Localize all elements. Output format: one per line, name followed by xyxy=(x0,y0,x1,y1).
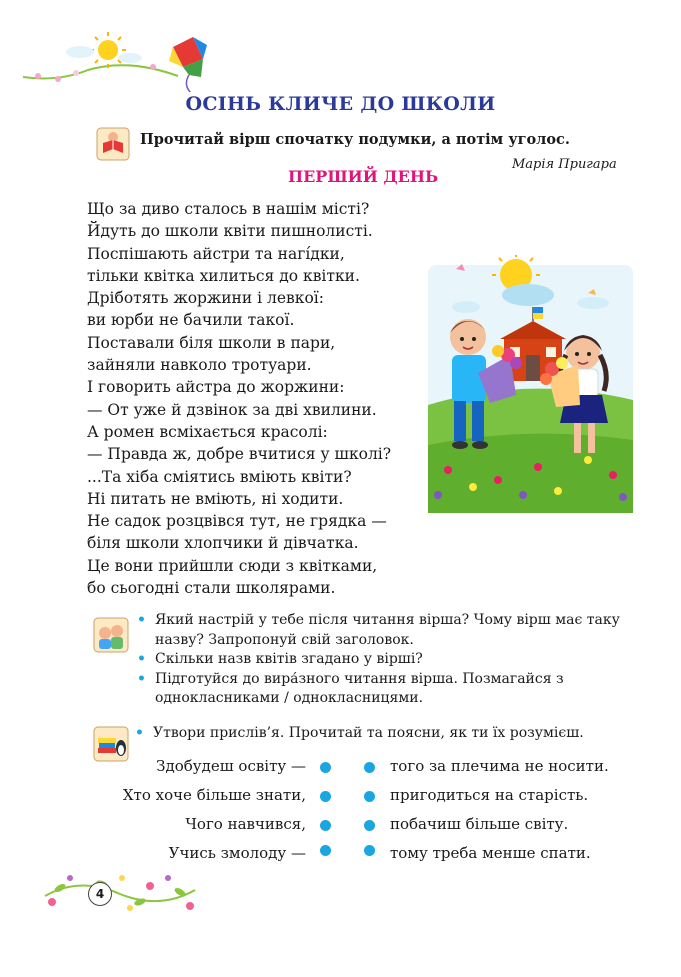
bullet-icon: • xyxy=(135,725,144,741)
proverb-start: Хто хоче більше знати, xyxy=(122,786,306,804)
poem-line: Йдуть до школи квіти пишнолисті. xyxy=(87,222,373,241)
page-number: 4 xyxy=(88,882,112,906)
poem-title: ПЕРШИЙ ДЕНЬ xyxy=(288,167,439,186)
poem-line: — От уже й дзвінок за дві хвилини. xyxy=(87,400,377,419)
discussion-icon xyxy=(93,617,129,653)
poem-line: Поспішають айстри та нагі́дки, xyxy=(87,244,345,263)
bullet-icon: • xyxy=(137,612,146,628)
poem-line: бо сьогодні стали школярами. xyxy=(87,579,336,598)
poem-line: — Правда ж, добре вчитися у школі? xyxy=(87,445,392,464)
question-item: • Який настрій у тебе після читання вірша? Чому вірш має таку назву? Запропонуй свій заголовок. xyxy=(137,612,620,648)
proverb-start: Здобудеш освіту — xyxy=(156,757,306,775)
proverb-start: Чого навчився, xyxy=(185,815,306,833)
bullet-icon: • xyxy=(137,670,146,687)
proverb-task xyxy=(135,725,655,741)
poem-line: Це вони прийшли сюди з квітками, xyxy=(87,556,378,575)
match-dot-left[interactable] xyxy=(320,820,331,831)
poem-line: біля школи хлопчики й дівчатка. xyxy=(87,534,359,553)
questions-list xyxy=(135,611,635,709)
match-dot-left[interactable] xyxy=(320,762,331,773)
match-dot-right[interactable] xyxy=(364,820,375,831)
poem-line: Що за диво сталось в нашім місті? xyxy=(87,200,370,218)
poem-line: А ромен всміхається красолі: xyxy=(87,422,328,441)
proverb-end: того за плечима не носити. xyxy=(390,757,609,775)
match-dot-right[interactable] xyxy=(364,762,375,773)
question-item: • Підготуйся до вира́зного читання вірша. Позмагайся з однокласниками / однокласницями. xyxy=(137,670,564,706)
poem-author: Марія Пригара xyxy=(512,157,617,172)
poem-line: Поставали біля школи в пари, xyxy=(87,333,336,352)
sun-kite-decoration xyxy=(18,32,208,92)
flower-border-decoration xyxy=(40,866,200,916)
children-school-illustration xyxy=(428,255,633,513)
reading-instruction: Прочитай вірш спочатку подумки, а потім уголос. xyxy=(140,131,570,148)
match-dot-right[interactable] xyxy=(364,791,375,802)
proverb-task-text: Утвори прислів’я. Прочитай та поясни, як ти їх розумієш. xyxy=(152,725,584,741)
poem-line: зайняли навколо тротуари. xyxy=(87,356,312,375)
page-title: ОСІНЬ КЛИЧЕ ДО ШКОЛИ xyxy=(185,93,496,115)
poem-line: І говорить айстра до жоржини: xyxy=(87,378,345,397)
question-item: • Скільки назв квітів згадано у вірші? xyxy=(135,650,635,670)
books-penguin-icon xyxy=(93,726,129,762)
bullet-icon: • xyxy=(137,651,146,667)
match-dot-left[interactable] xyxy=(320,845,331,856)
proverb-start: Учись змолоду — xyxy=(168,844,306,862)
match-dot-left[interactable] xyxy=(320,791,331,802)
proverb-end: пригодиться на старість. xyxy=(390,786,589,804)
match-dot-right[interactable] xyxy=(364,845,375,856)
poem-line: ...Та хіба сміятись вміють квіти? xyxy=(87,467,352,486)
poem-line: тільки квітка хилиться до квітки. xyxy=(87,266,360,285)
poem-line: Не садок розцвівся тут, не грядка — xyxy=(87,512,387,531)
poem-text xyxy=(87,198,391,599)
reading-book-icon xyxy=(96,127,130,161)
poem-line: Ні питать не вміють, ні ходити. xyxy=(87,489,344,508)
poem-line: Дріботять жоржини і левкої: xyxy=(87,289,324,308)
proverb-end: тому треба менше спати. xyxy=(390,844,591,862)
poem-line: ви юрби не бачили такої. xyxy=(87,311,295,330)
proverb-end: побачиш більше світу. xyxy=(390,815,569,833)
